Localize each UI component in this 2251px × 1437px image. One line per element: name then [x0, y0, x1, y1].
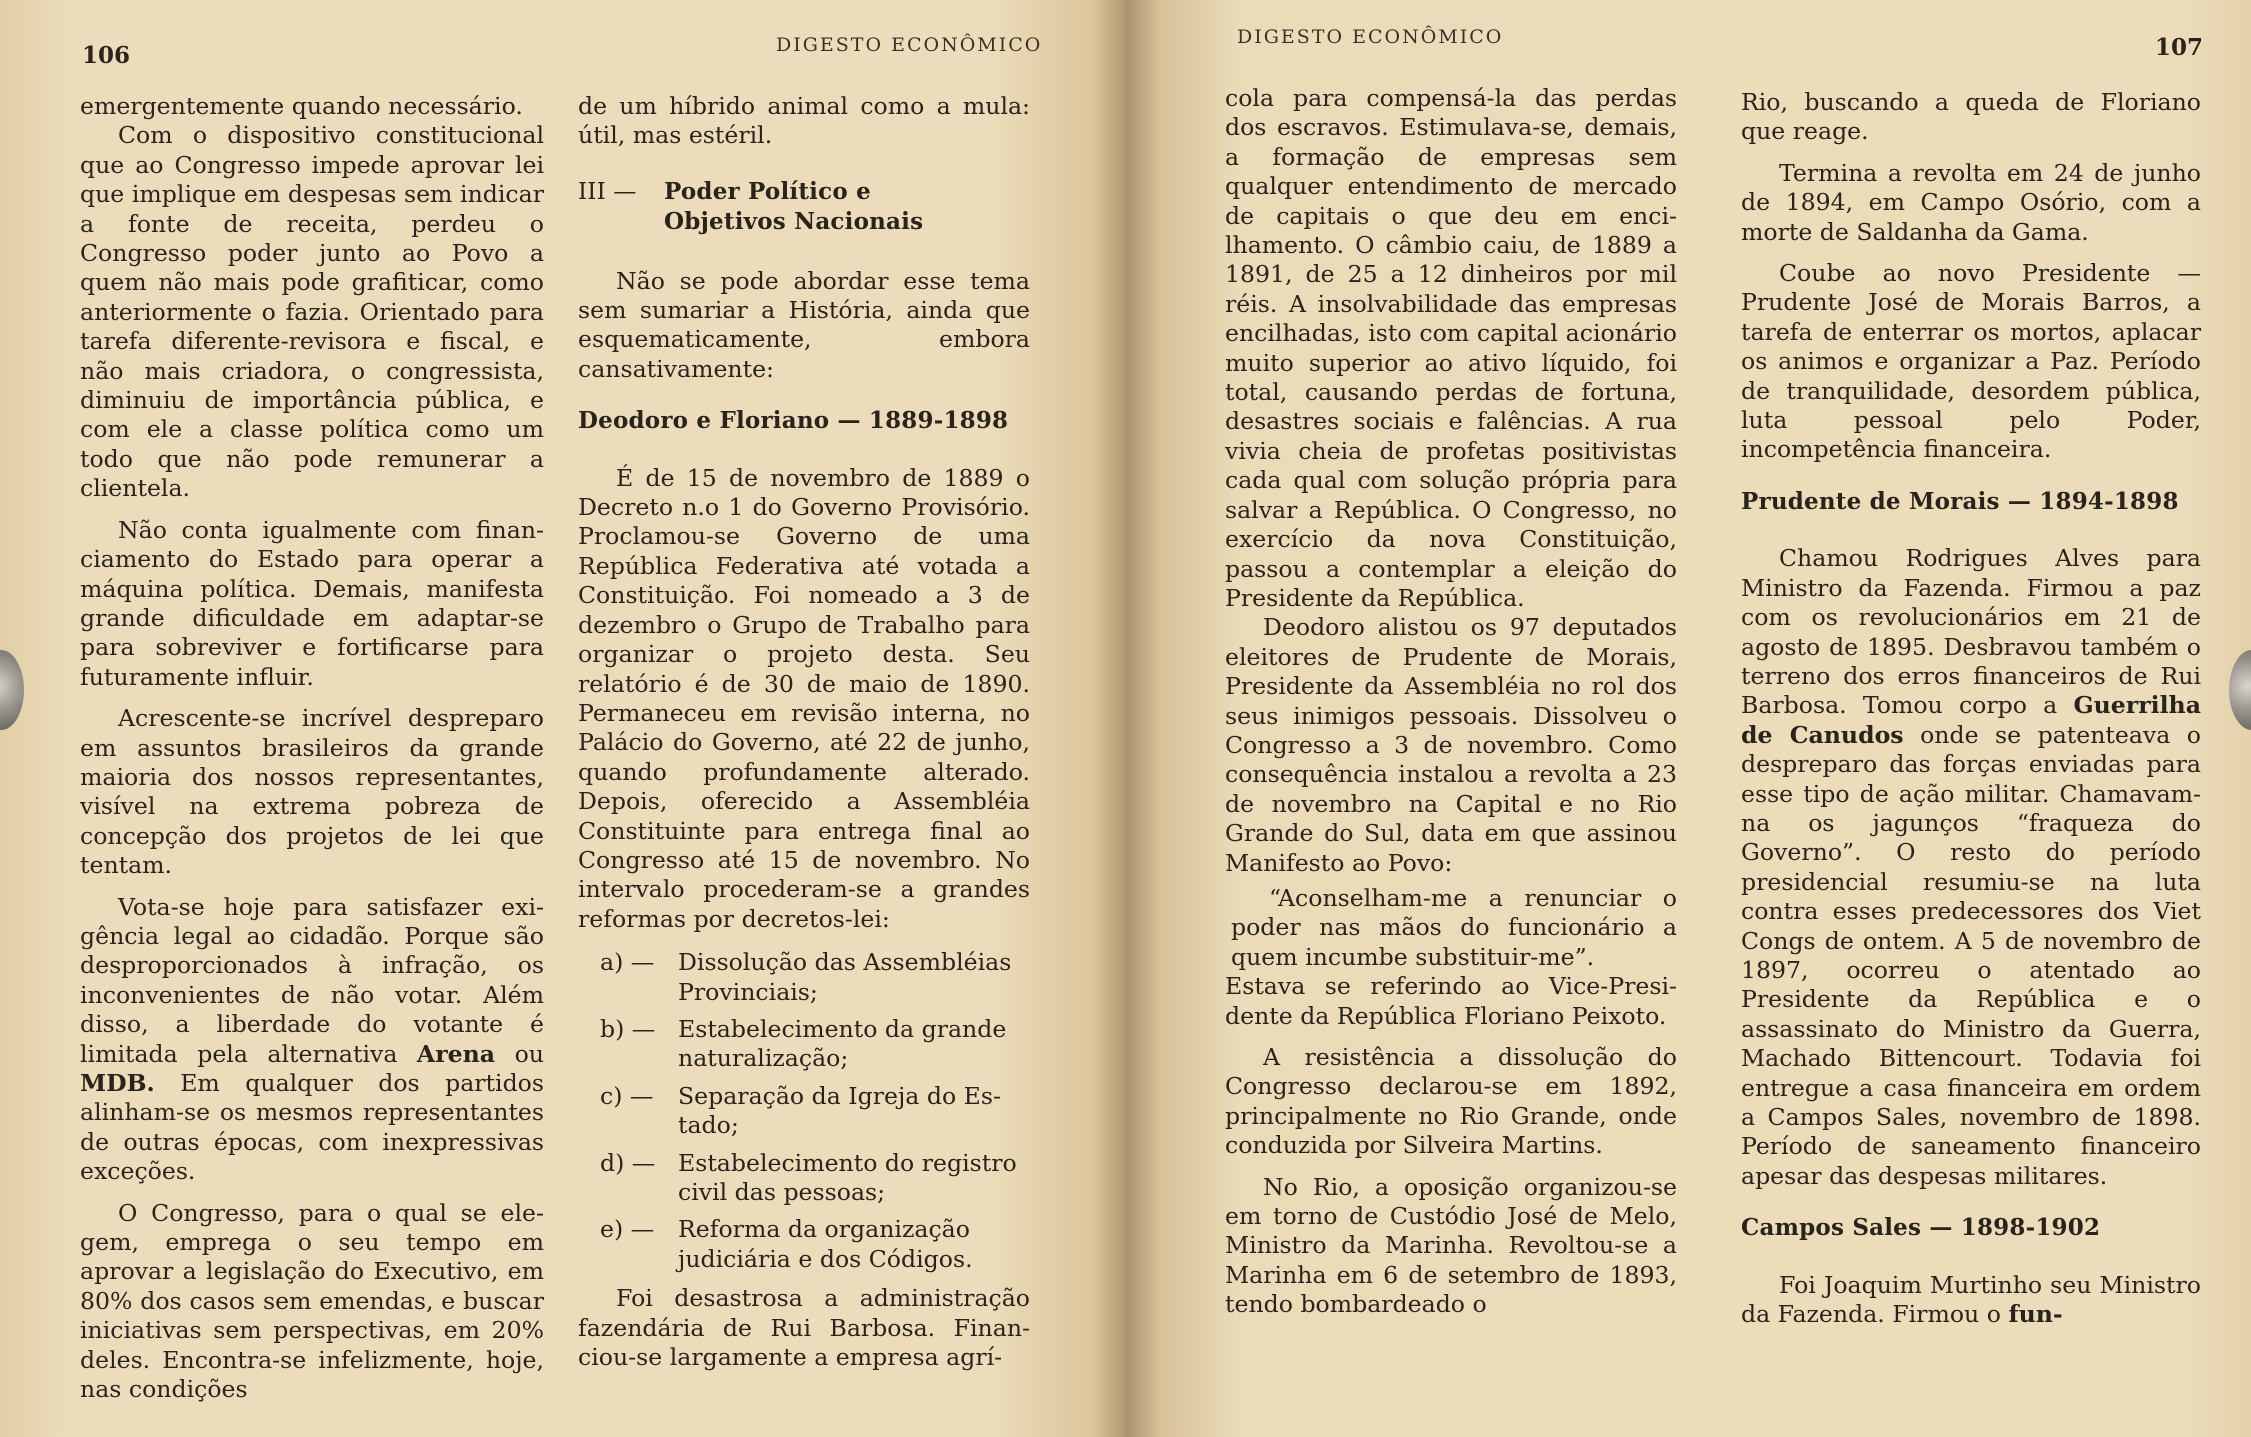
list-item: d) — Estabelecimento do registro civil das pessoas;	[600, 1148, 1017, 1206]
binder-clip	[0, 650, 24, 730]
list-item: c) — Separação da Igreja do Estado;	[600, 1081, 1001, 1140]
paragraph: A resistência a dissolução do Congresso declarou-se em 1892, principalmente no Rio Grande, onde conduzida por Silveira Martins.	[1225, 1043, 1677, 1160]
paragraph: Foi desastrosa a administração fazendária de Rui Barbosa. Financiou-se largamente a empresa agrí-	[578, 1284, 1030, 1372]
paragraph: de um híbrido animal como a mula: útil, mas estéril.	[578, 92, 1030, 150]
paragraph: Rio, buscando a queda de Floriano que reage.	[1741, 88, 2201, 146]
party-name-arena: Arena	[416, 1039, 496, 1068]
subsection-heading: Prudente de Morais — 1894-1898	[1741, 487, 2179, 515]
running-head: DIGESTO ECONÔMICO	[776, 34, 1043, 56]
list-item: b) — Estabelecimento da grande naturalização;	[600, 1014, 1007, 1073]
list-item: a) — Dissolução das Assembléias Provinciais;	[600, 948, 1012, 1006]
subsection-heading: Deodoro e Floriano — 1889-1898	[578, 407, 1009, 435]
text-column-2	[578, 92, 1030, 1372]
left-page	[0, 0, 1125, 1437]
paragraph: No Rio, a oposição organizou-se em torno de Custódio José de Melo, Ministro da Marinha. Revoltou-se a Marinha em 6 de setembro de 1893, tendo bombardeado o	[1225, 1172, 1677, 1319]
paragraph: cola para compensá-la das perdas dos escravos. Estimulava-se, demais, a formação de empresas sem qualquer entendimento de mercado de capitais o que deu em encilhamento. O câmbio caiu, de 1889 a 1891, de 25 a 12 dinheiros por mil réis. A insolvabilidade das empresas encilhadas, isto com capital acionário muito superior ao ativo líquido, foi total, causando perdas de fortuna, desastres sociais e falências. A rua vivia cheia de profetas positivistas cada qual com solução própria para salvar a República. O Congresso, no exercício da nova Constituição, passou a contemplar a eleição do Presidente da República.	[1225, 84, 1677, 612]
paragraph: Chamou Rodrigues Alves para Ministro da Fazenda. Firmou a paz com os revolucionários em 21 de agosto de 1895. Desbravou também o terreno dos erros financeiros de Rui Barbosa. Tomou corpo a Guerrilha de Canudos onde se patenteava o despreparo das forças enviadas para esse tipo de ação militar. Chamavam-na os jagunços “fraqueza do Governo”. O resto do período presidencial resumiu-se na luta contra esses predecessores dos Viet Congs de ontem. A 5 de novembro de 1897, ocorreu o atentado ao Presidente da República e o assassinato do Ministro da Guerra, Machado Bittencourt. Todavia foi entregue a casa financeira em ordem a Campos Sales, novembro de 1898. Período de saneamento financeiro apesar das despesas militares.	[1741, 544, 2201, 1190]
text-column-2	[1741, 88, 2201, 1329]
party-name-mdb: MDB.	[80, 1069, 155, 1097]
paragraph: Deodoro alistou os 97 deputados eleitores de Prudente de Morais, Presidente da Assembléia no rol dos seus inimigos pessoais. Dissolveu o Congresso a 3 de novembro. Como consequência instalou a revolta a 23 de novembro na Capital e no Rio Grande do Sul, data em que assinou Manifesto ao Povo:	[1225, 613, 1677, 877]
paragraph: Foi Joaquim Murtinho seu Ministro da Fazenda. Firmou o fun-	[1741, 1270, 2201, 1329]
paragraph: Com o dispositivo constitucional que ao Congresso impede aprovar lei que implique em despesas sem indicar a fonte de receita, perdeu o Congresso poder junto ao Povo a quem não mais pode grafiticar, como anteriormente o fazia. Orientado para tarefa diferente-revisora e fiscal, e não mais criadora, o congressista, diminuiu de importância pública, e com ele a classe política como um todo que não pode remunerar a clientela.	[80, 121, 544, 503]
paragraph: Acrescente-se incrível despreparo em assuntos brasileiros da grande maioria dos nossos representantes, visível na extrema pobreza de concepção dos projetos de lei que tentam.	[80, 704, 544, 880]
text-column-1	[80, 92, 544, 1404]
text-column-1	[1225, 84, 1677, 1320]
binder-clip	[2229, 650, 2251, 730]
paragraph: Vota-se hoje para satisfazer exigência legal ao cidadão. Porque são desproporcionados à infração, os inconvenientes de não votar. Além disso, a liberdade do votante é limitada pela alternativa Arena ou MDB. Em qualquer dos partidos alinham-se os mesmos representantes de outras épocas, com inexpressivas exceções.	[80, 892, 544, 1186]
section-heading: III — Poder Político e Objetivos Nacionais	[578, 177, 924, 236]
paragraph: Estava se referindo ao Vice-Presidente da República Floriano Peixoto.	[1225, 972, 1677, 1030]
page-number: 107	[2155, 34, 2204, 61]
subsection-heading: Campos Sales — 1898-1902	[1741, 1214, 2101, 1242]
paragraph: Coube ao novo Presidente — Prudente José de Morais Barros, a tarefa de enterrar os mortos, aplacar os animos e organizar a Paz. Período de tranquilidade, desordem pública, luta pessoal pelo Poder, incompetência financeira.	[1741, 259, 2201, 464]
paragraph: emergentemente quando necessário.	[80, 92, 523, 120]
page-number: 106	[82, 42, 131, 69]
paragraph: Não se pode abordar esse tema sem sumariar a História, ainda que esquematicamente, embora cansativamente:	[578, 266, 1030, 383]
quote: “Aconselham-me a renunciar o poder nas mãos do funcionário a quem incumbe substituir-me”.	[1231, 883, 1677, 971]
paragraph: É de 15 de novembro de 1889 o Decreto n.o 1 do Governo Provisório. Proclamou-se Governo de uma República Federativa até votada a Constituição. Foi nomeado a 3 de dezembro o Grupo de Trabalho para organizar o projeto desta. Seu relatório é de 30 de maio de 1890. Permaneceu em revisão interna, no Palácio do Governo, até 22 de junho, quando profundamente alterado. Depois, oferecido a Assembléia Constituinte para entrega final ao Congresso até 15 de novembro. No intervalo procederam-se a grandes reformas por decretos-lei:	[578, 463, 1030, 933]
paragraph: O Congresso, para o qual se elegem, emprega o seu tempo em aprovar a legislação do Executivo, em 80% dos casos sem emendas, e buscar iniciativas sem perspectivas, em 20% deles. Encontra-se infelizmente, hoje, nas condições	[80, 1198, 544, 1404]
paragraph: Termina a revolta em 24 de junho de 1894, em Campo Osório, com a morte de Saldanha da Gama.	[1741, 158, 2201, 246]
list-item: e) — Reforma da organização judiciária e dos Códigos.	[600, 1215, 973, 1273]
right-page	[1125, 0, 2251, 1437]
running-head: DIGESTO ECONÔMICO	[1237, 26, 1504, 48]
paragraph: Não conta igualmente com financiamento do Estado para operar a máquina política. Demais, manifesta grande dificuldade em adaptar-se para sobreviver e fortificarse para futuramente influir.	[80, 515, 544, 691]
bold-term: Guerrilha de Canudos	[1741, 691, 2201, 749]
decree-list	[578, 948, 1030, 1274]
